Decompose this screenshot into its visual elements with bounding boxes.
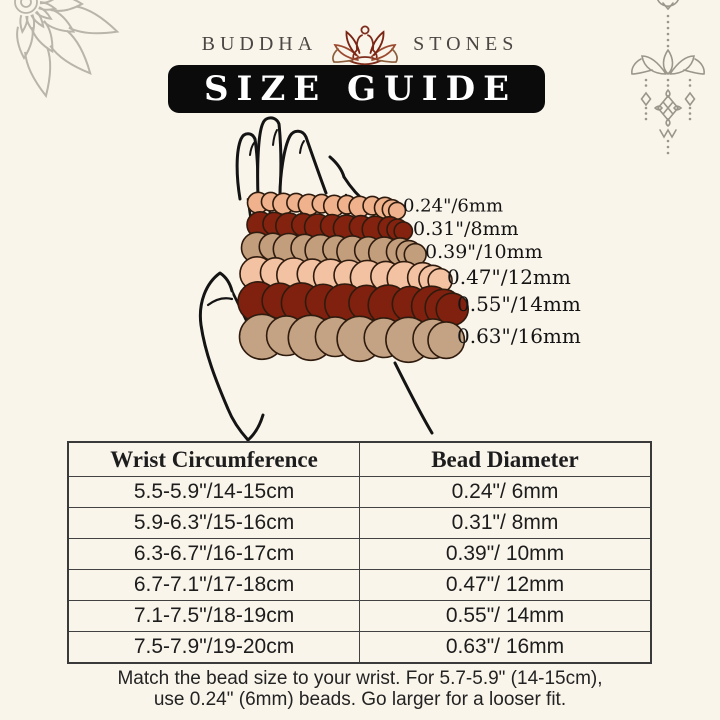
- ornament-dot: [645, 84, 648, 87]
- table-row: [68, 570, 651, 601]
- ornament-dot: [689, 107, 692, 110]
- table-row: [68, 539, 651, 570]
- ornament-dot: [667, 146, 670, 149]
- table-cell: 5.5-5.9"/14-15cm: [68, 477, 360, 508]
- size-table: [67, 441, 652, 664]
- ornament-dot: [645, 112, 648, 115]
- table-header-cell: Bead Diameter: [360, 442, 652, 477]
- table-cell: 0.39"/ 10mm: [360, 539, 652, 570]
- ornament-dot: [645, 107, 648, 110]
- ornament-dot: [667, 79, 670, 82]
- bead-size-label: 0.47"/12mm: [447, 265, 571, 289]
- ornament-dot: [689, 118, 692, 121]
- ornament-dot: [667, 152, 670, 155]
- table-header-row: [68, 442, 651, 477]
- ornament-dot: [689, 84, 692, 87]
- brand-word-left: BUDDHA: [201, 32, 318, 55]
- ornament-dot: [689, 112, 692, 115]
- table-cell: 6.7-7.1"/17-18cm: [68, 570, 360, 601]
- fit-note: [0, 668, 720, 710]
- ornament-dot: [667, 15, 670, 18]
- banner-title: SIZE GUIDE: [203, 69, 518, 109]
- ornament-dot: [645, 118, 648, 121]
- table-cell: 0.47"/ 12mm: [360, 570, 652, 601]
- lotus-meditation-icon: [329, 20, 401, 68]
- table-cell: 7.5-7.9"/19-20cm: [68, 632, 360, 664]
- table-row: [68, 601, 651, 632]
- bead-size-label: 0.31"/8mm: [413, 218, 519, 240]
- ornament-dot: [689, 79, 692, 82]
- table-cell: 0.24"/ 6mm: [360, 477, 652, 508]
- fit-note-line2: use 0.24" (6mm) beads. Go larger for a looser fit.: [153, 689, 567, 710]
- table-cell: 0.63"/ 16mm: [360, 632, 652, 664]
- bead-size-label: 0.24"/6mm: [403, 195, 504, 217]
- table-row: [68, 632, 651, 664]
- ornament-dot: [667, 84, 670, 87]
- ornament-dot: [667, 140, 670, 143]
- table-cell: 6.3-6.7"/16-17cm: [68, 539, 360, 570]
- ornament-dot: [645, 79, 648, 82]
- table-cell: 5.9-6.3"/15-16cm: [68, 508, 360, 539]
- brand-header: [0, 18, 720, 70]
- bead-size-label: 0.55"/14mm: [457, 292, 581, 316]
- table-cell: 7.1-7.5"/18-19cm: [68, 601, 360, 632]
- brand-word-right: STONES: [413, 32, 519, 55]
- table-cell: 0.55"/ 14mm: [360, 601, 652, 632]
- table-header-cell: Wrist Circumference: [68, 442, 360, 477]
- fit-note-line1: Match the bead size to your wrist. For 5.7-5.9" (14-15cm),: [117, 668, 603, 689]
- table-cell: 0.31"/ 8mm: [360, 508, 652, 539]
- size-guide-banner: [168, 65, 545, 113]
- bead-size-label: 0.63"/16mm: [457, 324, 581, 348]
- table-row: [68, 508, 651, 539]
- table-row: [68, 477, 651, 508]
- bead-size-label: 0.39"/10mm: [425, 241, 543, 263]
- mandala-ring: [21, 0, 31, 7]
- hand-bracelet-illustration: [170, 115, 600, 445]
